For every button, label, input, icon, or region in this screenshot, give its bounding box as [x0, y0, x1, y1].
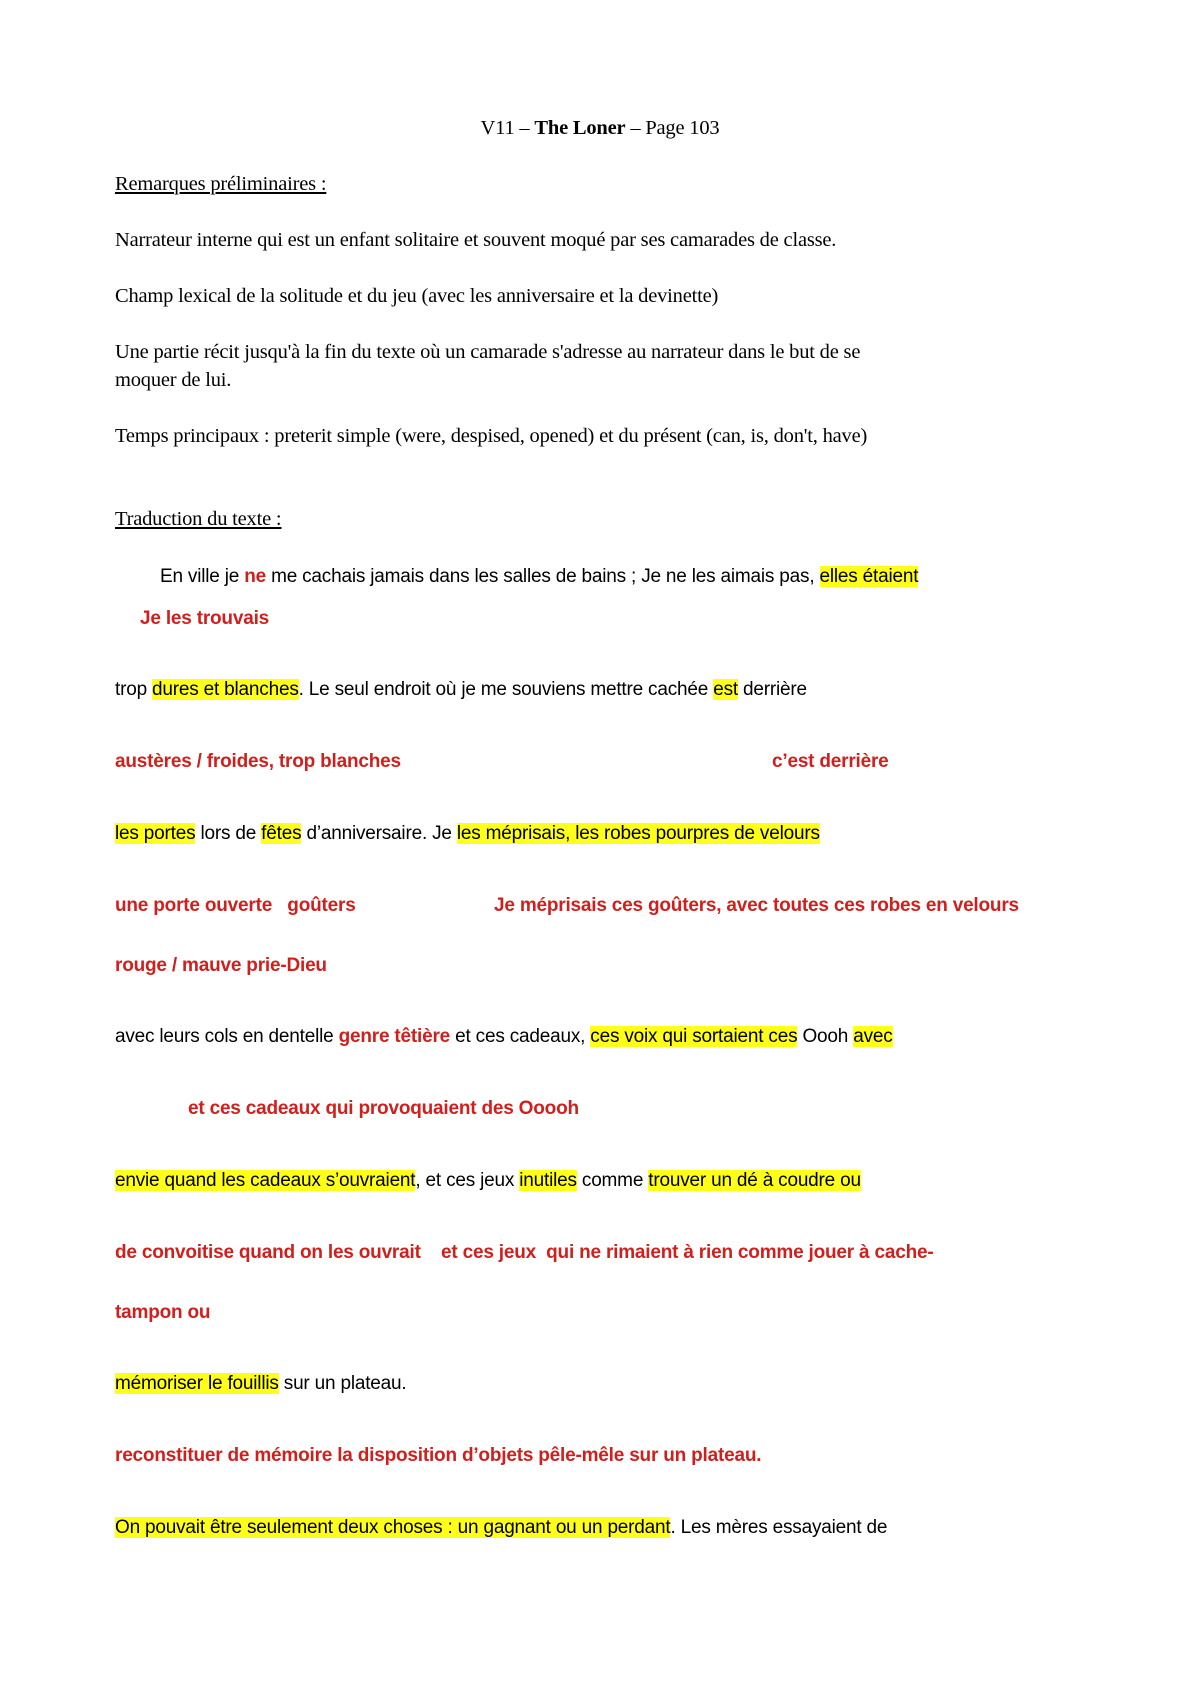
- correction-line-5a: de convoitise quand on les ouvrait et ces jeux qui ne rimaient à rien comme jouer à cache-: [115, 1242, 934, 1263]
- remarks-paragraph-2: Champ lexical de la solitude et du jeu (avec les anniversaire et la devinette): [115, 285, 719, 307]
- text-segment: , et ces jeux: [415, 1170, 520, 1191]
- highlighted-text: les portes: [115, 823, 196, 844]
- correction-line-4: et ces cadeaux qui provoquaient des Ooooh: [188, 1098, 579, 1119]
- text-segment: . Les mères essayaient de: [670, 1517, 888, 1538]
- text-segment: avec leurs cols en dentelle: [115, 1026, 339, 1047]
- correction-line-5b: tampon ou: [115, 1302, 211, 1323]
- text-segment: Oooh: [797, 1026, 854, 1047]
- text-line-7: [115, 1517, 887, 1539]
- highlighted-text: On pouvait être seulement deux choses : un gagnant ou un perdant: [115, 1517, 671, 1538]
- text-segment: comme: [576, 1170, 649, 1191]
- correction-word: ne: [244, 566, 266, 587]
- correction-line-3c: rouge / mauve prie-Dieu: [115, 955, 327, 976]
- text-line-1: [160, 566, 918, 588]
- highlighted-text: trouver un dé à coudre ou: [648, 1170, 861, 1191]
- highlighted-text: est: [713, 679, 738, 700]
- text-segment: En ville je: [160, 566, 245, 587]
- remarks-paragraph-3-line-2: moquer de lui.: [115, 369, 232, 391]
- correction-line-3b: Je méprisais ces goûters, avec toutes ces robes en velours: [494, 895, 1019, 916]
- title-suffix: – Page 103: [625, 117, 720, 139]
- highlighted-text: mémoriser le fouillis: [115, 1373, 279, 1394]
- text-segment: derrière: [737, 679, 807, 700]
- correction-line-2a: austères / froides, trop blanches: [115, 751, 401, 772]
- correction-line-1: Je les trouvais: [140, 608, 270, 629]
- translation-heading: Traduction du texte :: [115, 508, 282, 530]
- text-segment: me cachais jamais dans les salles de bains ; Je ne les aimais pas,: [265, 566, 820, 587]
- title-bold: The Loner: [534, 117, 626, 139]
- correction-line-3a: une porte ouverte goûters: [115, 895, 356, 916]
- text-line-6: [115, 1373, 406, 1395]
- page-title: [0, 117, 1200, 140]
- text-segment: et ces cadeaux,: [450, 1026, 591, 1047]
- correction-line-2b: c’est derrière: [772, 751, 889, 772]
- remarks-paragraph-1: Narrateur interne qui est un enfant solitaire et souvent moqué par ses camarades de classe.: [115, 229, 837, 251]
- highlighted-text: elles étaient: [819, 566, 919, 587]
- text-segment: trop: [115, 679, 153, 700]
- title-prefix: V11 –: [480, 117, 535, 139]
- text-line-5: [115, 1170, 861, 1192]
- highlighted-text: les méprisais, les robes pourpres de velours: [456, 823, 820, 844]
- correction-line-6: reconstituer de mémoire la disposition d’objets pêle-mêle sur un plateau.: [115, 1445, 762, 1466]
- highlighted-text: avec: [853, 1026, 893, 1047]
- text-line-4: [115, 1026, 893, 1048]
- text-segment: d’anniversaire. Je: [301, 823, 457, 844]
- text-segment: lors de: [195, 823, 262, 844]
- highlighted-text: inutiles: [519, 1170, 577, 1191]
- remarks-heading: Remarques préliminaires :: [115, 173, 327, 195]
- text-segment: sur un plateau.: [278, 1373, 407, 1394]
- text-line-2: [115, 679, 807, 701]
- highlighted-text: envie quand les cadeaux s’ouvraient: [115, 1170, 416, 1191]
- correction-word: genre têtière: [338, 1026, 451, 1047]
- highlighted-text: dures et blanches: [152, 679, 299, 700]
- highlighted-text: fêtes: [261, 823, 302, 844]
- text-line-3: [115, 823, 820, 845]
- text-segment: . Le seul endroit où je me souviens mettre cachée: [298, 679, 714, 700]
- highlighted-text: ces voix qui sortaient ces: [590, 1026, 798, 1047]
- remarks-paragraph-3-line-1: Une partie récit jusqu'à la fin du texte où un camarade s'adresse au narrateur dans le but de se: [115, 341, 861, 363]
- remarks-paragraph-4: Temps principaux : preterit simple (were, despised, opened) et du présent (can, is, don't, have): [115, 425, 868, 447]
